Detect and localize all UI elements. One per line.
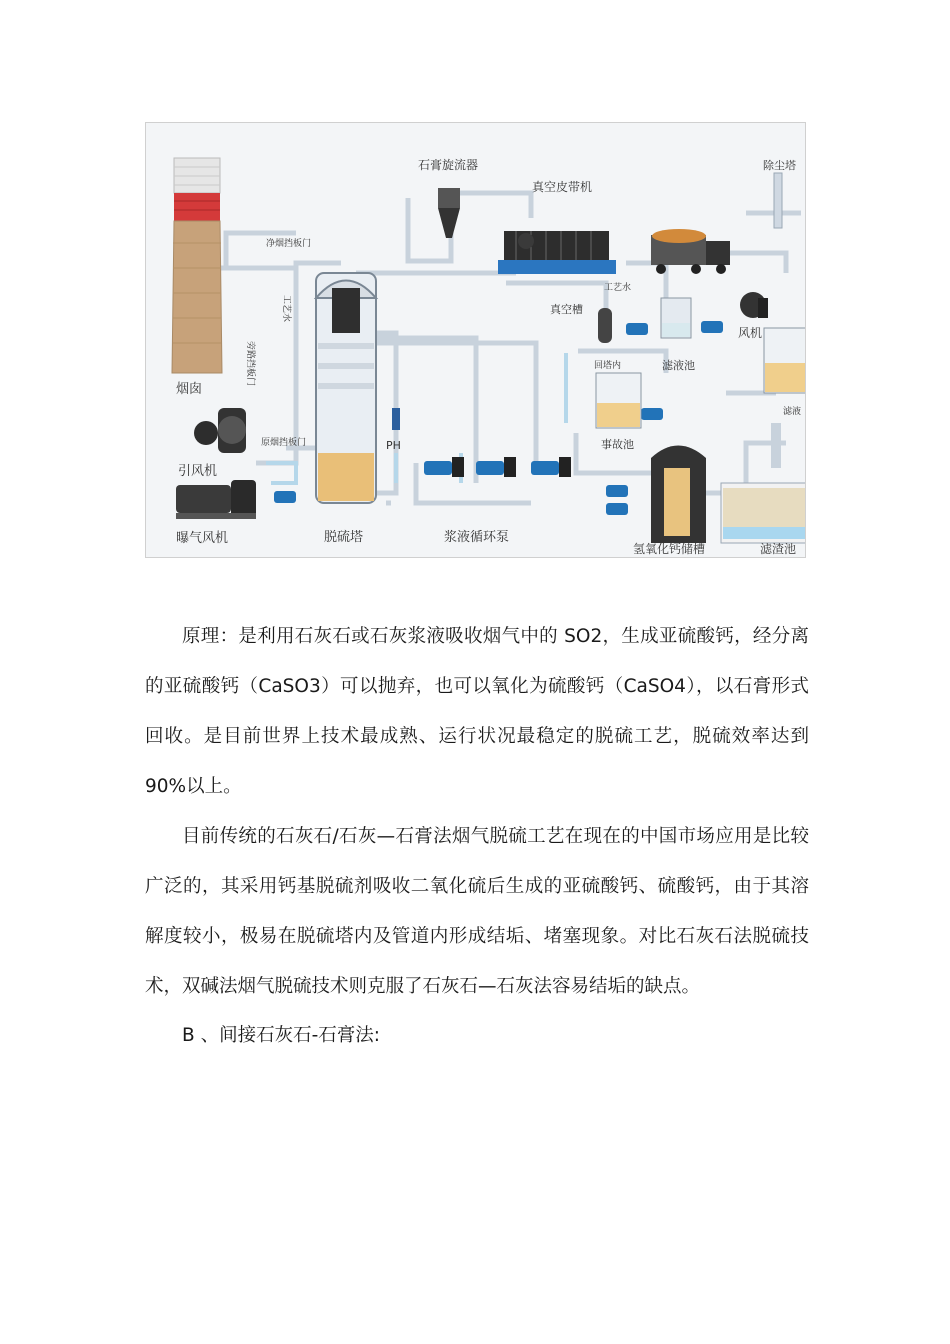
- desulfurization-tower-graphic: [316, 273, 376, 503]
- section-heading-b: B 、间接石灰石-石膏法:: [182, 1025, 380, 1046]
- label-aeration-fan: 曝气风机: [176, 531, 229, 546]
- label-filter-pool-1: 滤液池: [662, 359, 695, 372]
- label-slurry-pump: 浆液循环泵: [444, 530, 510, 545]
- calcium-storage-graphic: [651, 446, 706, 544]
- label-accident-pool: 事故池: [601, 438, 634, 451]
- filter-residue-graphic: [721, 328, 806, 543]
- induced-fan-graphic: [194, 408, 246, 453]
- label-bypass-damper: 旁路挡板门: [245, 341, 255, 387]
- label-fan: 风机: [738, 326, 763, 340]
- label-process-water: 工艺水: [604, 283, 632, 293]
- dust-tower-graphic: [740, 173, 782, 318]
- vacuum-tank-graphic: [598, 298, 691, 343]
- label-ph: PH: [386, 439, 401, 452]
- label-return-tower: 回塔内: [594, 361, 622, 371]
- label-process-water-vertical: 工艺水: [281, 295, 291, 323]
- vacuum-belt-graphic: [498, 231, 616, 274]
- label-chimney: 烟囱: [176, 382, 203, 397]
- chimney-graphic: [172, 158, 222, 373]
- label-filter-pool-2: 滤渣池: [760, 542, 797, 556]
- label-induced-fan: 引风机: [178, 464, 218, 479]
- label-clean-damper: 净烟挡板门: [266, 239, 312, 249]
- paragraph-principle: 原理：是利用石灰石或石灰浆液吸收烟气中的 SO2，生成亚硫酸钙，经分离的亚硫酸钙（CaSO3）可以抛弃，也可以氧化为硫酸钙（CaSO4），以石膏形式回收。是目前世界上技术最成熟、运行状况最稳定的脱硫工艺，脱硫效率达到 90%以上。: [145, 626, 809, 797]
- accident-pool-graphic: [596, 373, 641, 428]
- truck-graphic: [651, 229, 730, 274]
- paragraph-traditional-method: 目前传统的石灰石/石灰—石膏法烟气脱硫工艺在现在的中国市场应用是比较广泛的，其采用钙基脱硫剂吸收二氧化硫后生成的亚硫酸钙、硫酸钙，由于其溶解度较小，极易在脱硫塔内及管道内形成结垢、堵塞现象。对比石灰石法脱硫技术，双碱法烟气脱硫技术则克服了石灰石—石灰法容易结垢的缺点。: [145, 826, 809, 997]
- label-filter-1: 滤液: [783, 407, 802, 417]
- gypsum-cyclone-graphic: [438, 188, 460, 238]
- label-vacuum-belt: 真空皮带机: [532, 180, 593, 194]
- label-vacuum-tank: 真空槽: [550, 303, 583, 316]
- aeration-fan-graphic: [176, 480, 256, 519]
- label-desulfurization-tower: 脱硫塔: [324, 530, 364, 545]
- label-calcium-storage: 氢氧化钙储槽: [633, 542, 706, 556]
- label-gypsum-cyclone: 石膏旋流器: [418, 158, 479, 172]
- process-diagram: [145, 122, 806, 558]
- label-raw-damper: 原烟挡板门: [261, 438, 307, 448]
- label-dust-tower: 除尘塔: [763, 159, 796, 172]
